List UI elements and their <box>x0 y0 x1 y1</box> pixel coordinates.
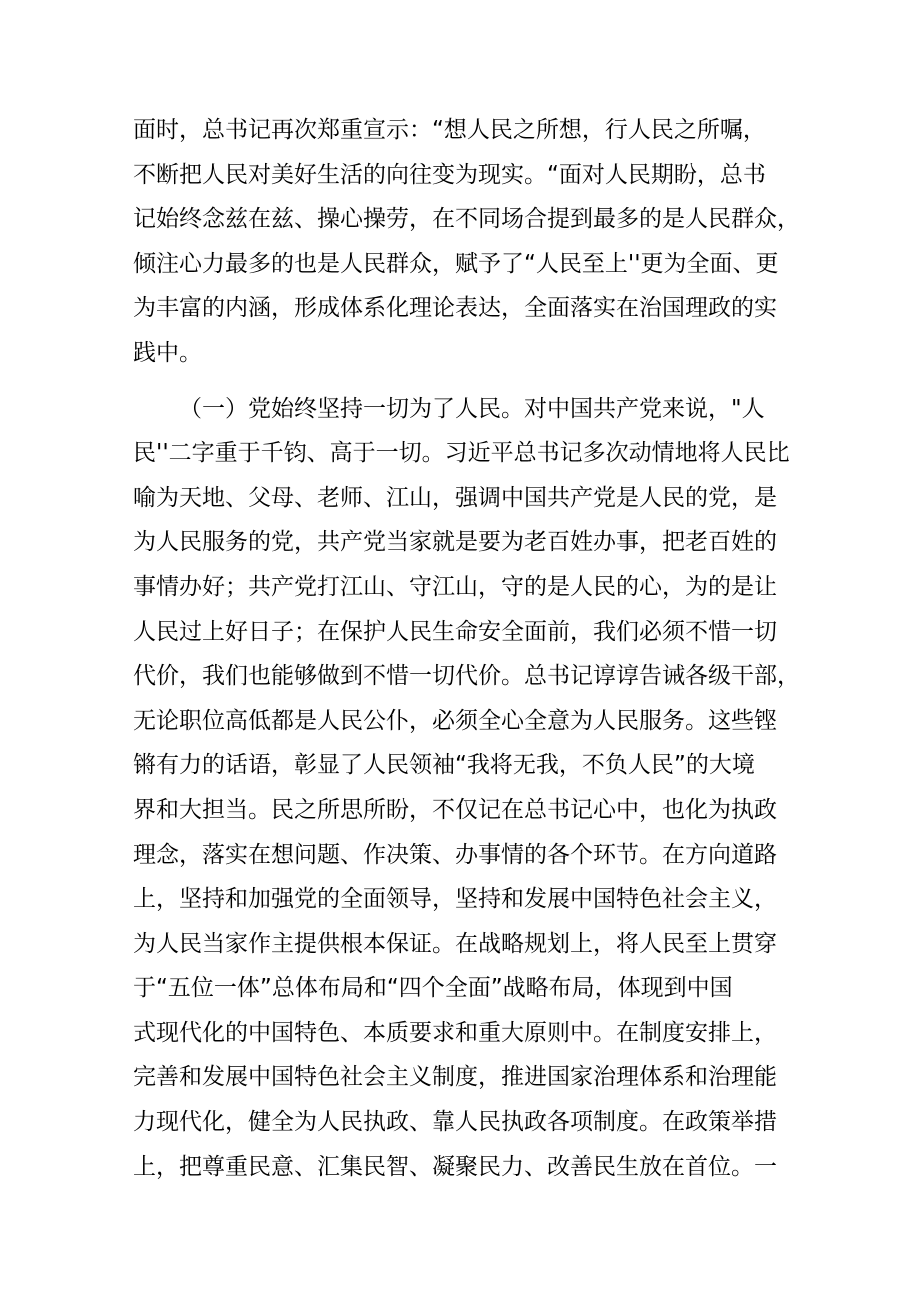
paragraph-intro <box>133 108 813 376</box>
document-body <box>133 108 813 1189</box>
text-line: 喻为天地、父母、老师、江山，强调中国共产党是人民的党，是 <box>133 484 777 511</box>
text-line: 记始终念兹在兹、操心操劳，在不同场合提到最多的是人民群众， <box>133 206 800 233</box>
text-line: 上，坚持和加强党的全面领导，坚持和发展中国特色社会主义， <box>133 886 777 913</box>
text-line: 上，把尊重民意、汇集民智、凝聚民力、改善民生放在首位。一 <box>133 1153 777 1180</box>
text-line: 为丰富的内涵，形成体系化理论表达，全面落实在治国理政的实 <box>133 295 777 322</box>
text-line: 面时，总书记再次郑重宣示：“想人民之所想，行人民之所嘱， <box>133 117 766 143</box>
text-line-first-indented: （一）党始终坚持一切为了人民。对中国共产党来说，"人 <box>179 395 765 422</box>
text-line: 人民过上好日子；在保护人民生命安全面前，我们必须不惜一切 <box>133 618 777 645</box>
text-line: 倾注心力最多的也是人民群众，赋予了“人民至上''更为全面、更 <box>133 250 779 277</box>
text-line: 民''二字重于千钧、高于一切。习近平总书记多次动情地将人民比 <box>133 440 790 467</box>
text-line: 完善和发展中国特色社会主义制度，推进国家治理体系和治理能 <box>133 1064 777 1091</box>
text-line: 代价，我们也能够做到不惜一切代价。总书记谆谆告诫各级干部， <box>133 663 800 690</box>
text-line: 为人民服务的党，共产党当家就是要为老百姓办事，把老百姓的 <box>133 529 777 556</box>
text-line: 为人民当家作主提供根本保证。在战略规划上，将人民至上贯穿 <box>133 930 777 957</box>
paragraph-spacer <box>133 376 813 387</box>
text-line: 理念，落实在想问题、作决策、办事情的各个环节。在方向道路 <box>133 841 777 868</box>
text-line: 界和大担当。民之所思所盼，不仅记在总书记心中，也化为执政 <box>133 796 777 823</box>
paragraph-section-1 <box>133 387 813 1190</box>
text-line: 式现代化的中国特色、本质要求和重大原则中。在制度安排上， <box>133 1019 777 1046</box>
text-line: 事情办好；共产党打江山、守江山，守的是人民的心，为的是让 <box>133 573 777 600</box>
text-line: 无论职位高低都是人民公仆，必须全心全意为人民服务。这些铿 <box>133 707 777 734</box>
text-line: 不断把人民对美好生活的向往变为现实。“面对人民期盼，总书 <box>133 161 766 188</box>
text-line: 于“五位一体”总体布局和“四个全面”战略布局，体现到中国 <box>133 975 733 1002</box>
text-line: 锵有力的话语，彰显了人民领袖“我将无我，不负人民”的大境 <box>133 752 755 779</box>
text-line: 践中。 <box>133 339 202 366</box>
text-line: 力现代化，健全为人民执政、靠人民执政各项制度。在政策举措 <box>133 1109 777 1136</box>
